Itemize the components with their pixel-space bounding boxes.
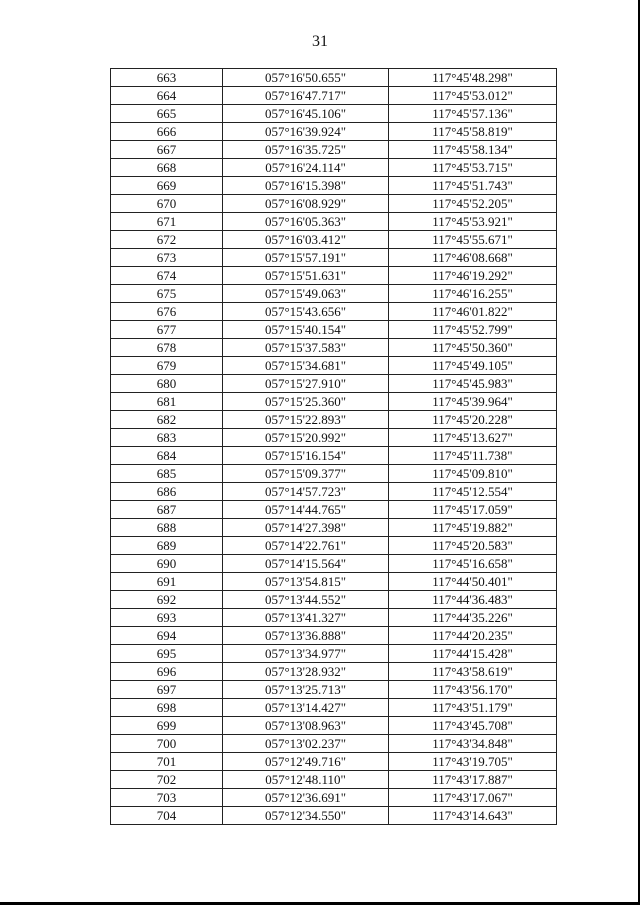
table-row — [111, 519, 557, 537]
longitude-cell: 117°45'50.360" — [389, 339, 557, 357]
point-number-cell: 687 — [111, 501, 223, 519]
table-row — [111, 429, 557, 447]
latitude-cell: 057°13'28.932" — [223, 663, 389, 681]
table-row — [111, 807, 557, 825]
longitude-cell: 117°45'45.983" — [389, 375, 557, 393]
point-number-cell: 694 — [111, 627, 223, 645]
longitude-cell: 117°45'12.554" — [389, 483, 557, 501]
latitude-cell: 057°15'40.154" — [223, 321, 389, 339]
longitude-cell: 117°44'36.483" — [389, 591, 557, 609]
point-number-cell: 699 — [111, 717, 223, 735]
latitude-cell: 057°12'48.110" — [223, 771, 389, 789]
longitude-cell: 117°45'58.819" — [389, 123, 557, 141]
longitude-cell: 117°45'53.921" — [389, 213, 557, 231]
latitude-cell: 057°16'39.924" — [223, 123, 389, 141]
point-number-cell: 703 — [111, 789, 223, 807]
point-number-cell: 693 — [111, 609, 223, 627]
latitude-cell: 057°14'15.564" — [223, 555, 389, 573]
longitude-cell: 117°45'53.715" — [389, 159, 557, 177]
point-number-cell: 686 — [111, 483, 223, 501]
longitude-cell: 117°45'09.810" — [389, 465, 557, 483]
table-row — [111, 717, 557, 735]
point-number-cell: 670 — [111, 195, 223, 213]
latitude-cell: 057°16'08.929" — [223, 195, 389, 213]
point-number-cell: 696 — [111, 663, 223, 681]
latitude-cell: 057°13'25.713" — [223, 681, 389, 699]
table-row — [111, 537, 557, 555]
table-row — [111, 609, 557, 627]
point-number-cell: 685 — [111, 465, 223, 483]
longitude-cell: 117°44'50.401" — [389, 573, 557, 591]
latitude-cell: 057°13'34.977" — [223, 645, 389, 663]
longitude-cell: 117°45'52.205" — [389, 195, 557, 213]
table-row — [111, 465, 557, 483]
longitude-cell: 117°45'13.627" — [389, 429, 557, 447]
latitude-cell: 057°16'15.398" — [223, 177, 389, 195]
table-row — [111, 231, 557, 249]
longitude-cell: 117°46'19.292" — [389, 267, 557, 285]
longitude-cell: 117°45'17.059" — [389, 501, 557, 519]
table-row — [111, 681, 557, 699]
point-number-cell: 678 — [111, 339, 223, 357]
point-number-cell: 679 — [111, 357, 223, 375]
latitude-cell: 057°16'05.363" — [223, 213, 389, 231]
coordinates-table-body — [111, 69, 557, 825]
table-row — [111, 663, 557, 681]
longitude-cell: 117°43'34.848" — [389, 735, 557, 753]
longitude-cell: 117°43'51.179" — [389, 699, 557, 717]
page-number: 31 — [312, 33, 328, 50]
latitude-cell: 057°13'02.237" — [223, 735, 389, 753]
latitude-cell: 057°13'08.963" — [223, 717, 389, 735]
latitude-cell: 057°16'50.655" — [223, 69, 389, 87]
table-row — [111, 645, 557, 663]
longitude-cell: 117°45'58.134" — [389, 141, 557, 159]
latitude-cell: 057°15'20.992" — [223, 429, 389, 447]
point-number-cell: 701 — [111, 753, 223, 771]
longitude-cell: 117°45'16.658" — [389, 555, 557, 573]
longitude-cell: 117°45'39.964" — [389, 393, 557, 411]
point-number-cell: 680 — [111, 375, 223, 393]
latitude-cell: 057°12'49.716" — [223, 753, 389, 771]
point-number-cell: 692 — [111, 591, 223, 609]
longitude-cell: 117°43'17.887" — [389, 771, 557, 789]
table-row — [111, 285, 557, 303]
latitude-cell: 057°15'49.063" — [223, 285, 389, 303]
point-number-cell: 671 — [111, 213, 223, 231]
table-row — [111, 411, 557, 429]
point-number-cell: 665 — [111, 105, 223, 123]
point-number-cell: 667 — [111, 141, 223, 159]
latitude-cell: 057°14'27.398" — [223, 519, 389, 537]
point-number-cell: 681 — [111, 393, 223, 411]
longitude-cell: 117°45'51.743" — [389, 177, 557, 195]
longitude-cell: 117°46'16.255" — [389, 285, 557, 303]
latitude-cell: 057°15'43.656" — [223, 303, 389, 321]
longitude-cell: 117°44'35.226" — [389, 609, 557, 627]
point-number-cell: 682 — [111, 411, 223, 429]
longitude-cell: 117°43'14.643" — [389, 807, 557, 825]
table-row — [111, 393, 557, 411]
table-row — [111, 195, 557, 213]
table-row — [111, 87, 557, 105]
longitude-cell: 117°45'53.012" — [389, 87, 557, 105]
point-number-cell: 702 — [111, 771, 223, 789]
table-row — [111, 555, 557, 573]
longitude-cell: 117°45'20.583" — [389, 537, 557, 555]
latitude-cell: 057°16'45.106" — [223, 105, 389, 123]
table-row — [111, 591, 557, 609]
longitude-cell: 117°44'20.235" — [389, 627, 557, 645]
latitude-cell: 057°12'36.691" — [223, 789, 389, 807]
longitude-cell: 117°45'57.136" — [389, 105, 557, 123]
point-number-cell: 664 — [111, 87, 223, 105]
table-row — [111, 177, 557, 195]
table-row — [111, 447, 557, 465]
point-number-cell: 697 — [111, 681, 223, 699]
table-row — [111, 213, 557, 231]
table-row — [111, 303, 557, 321]
longitude-cell: 117°45'48.298" — [389, 69, 557, 87]
point-number-cell: 676 — [111, 303, 223, 321]
table-row — [111, 357, 557, 375]
point-number-cell: 688 — [111, 519, 223, 537]
latitude-cell: 057°12'34.550" — [223, 807, 389, 825]
table-row — [111, 267, 557, 285]
longitude-cell: 117°43'58.619" — [389, 663, 557, 681]
point-number-cell: 684 — [111, 447, 223, 465]
table-row — [111, 627, 557, 645]
longitude-cell: 117°45'55.671" — [389, 231, 557, 249]
latitude-cell: 057°16'24.114" — [223, 159, 389, 177]
latitude-cell: 057°16'03.412" — [223, 231, 389, 249]
point-number-cell: 677 — [111, 321, 223, 339]
table-row — [111, 501, 557, 519]
latitude-cell: 057°13'41.327" — [223, 609, 389, 627]
point-number-cell: 666 — [111, 123, 223, 141]
latitude-cell: 057°15'16.154" — [223, 447, 389, 465]
table-row — [111, 375, 557, 393]
latitude-cell: 057°13'44.552" — [223, 591, 389, 609]
table-row — [111, 699, 557, 717]
longitude-cell: 117°43'17.067" — [389, 789, 557, 807]
point-number-cell: 672 — [111, 231, 223, 249]
table-row — [111, 753, 557, 771]
table-row — [111, 339, 557, 357]
point-number-cell: 663 — [111, 69, 223, 87]
point-number-cell: 700 — [111, 735, 223, 753]
point-number-cell: 668 — [111, 159, 223, 177]
longitude-cell: 117°43'45.708" — [389, 717, 557, 735]
point-number-cell: 704 — [111, 807, 223, 825]
table-row — [111, 123, 557, 141]
table-row — [111, 735, 557, 753]
latitude-cell: 057°15'57.191" — [223, 249, 389, 267]
longitude-cell: 117°46'08.668" — [389, 249, 557, 267]
longitude-cell: 117°45'52.799" — [389, 321, 557, 339]
point-number-cell: 689 — [111, 537, 223, 555]
latitude-cell: 057°13'54.815" — [223, 573, 389, 591]
coordinates-table — [110, 68, 557, 825]
latitude-cell: 057°13'14.427" — [223, 699, 389, 717]
point-number-cell: 698 — [111, 699, 223, 717]
point-number-cell: 675 — [111, 285, 223, 303]
latitude-cell: 057°16'35.725" — [223, 141, 389, 159]
longitude-cell: 117°44'15.428" — [389, 645, 557, 663]
point-number-cell: 673 — [111, 249, 223, 267]
longitude-cell: 117°46'01.822" — [389, 303, 557, 321]
latitude-cell: 057°14'57.723" — [223, 483, 389, 501]
point-number-cell: 683 — [111, 429, 223, 447]
point-number-cell: 674 — [111, 267, 223, 285]
latitude-cell: 057°15'22.893" — [223, 411, 389, 429]
table-row — [111, 105, 557, 123]
latitude-cell: 057°15'37.583" — [223, 339, 389, 357]
table-row — [111, 789, 557, 807]
table-row — [111, 321, 557, 339]
point-number-cell: 690 — [111, 555, 223, 573]
table-row — [111, 69, 557, 87]
table-row — [111, 483, 557, 501]
latitude-cell: 057°15'27.910" — [223, 375, 389, 393]
latitude-cell: 057°15'09.377" — [223, 465, 389, 483]
latitude-cell: 057°14'44.765" — [223, 501, 389, 519]
longitude-cell: 117°45'20.228" — [389, 411, 557, 429]
table-row — [111, 249, 557, 267]
latitude-cell: 057°14'22.761" — [223, 537, 389, 555]
longitude-cell: 117°45'49.105" — [389, 357, 557, 375]
latitude-cell: 057°15'51.631" — [223, 267, 389, 285]
longitude-cell: 117°45'11.738" — [389, 447, 557, 465]
latitude-cell: 057°15'25.360" — [223, 393, 389, 411]
longitude-cell: 117°45'19.882" — [389, 519, 557, 537]
point-number-cell: 691 — [111, 573, 223, 591]
longitude-cell: 117°43'56.170" — [389, 681, 557, 699]
latitude-cell: 057°16'47.717" — [223, 87, 389, 105]
table-row — [111, 159, 557, 177]
longitude-cell: 117°43'19.705" — [389, 753, 557, 771]
point-number-cell: 695 — [111, 645, 223, 663]
table-row — [111, 573, 557, 591]
latitude-cell: 057°13'36.888" — [223, 627, 389, 645]
table-row — [111, 141, 557, 159]
table-row — [111, 771, 557, 789]
latitude-cell: 057°15'34.681" — [223, 357, 389, 375]
point-number-cell: 669 — [111, 177, 223, 195]
